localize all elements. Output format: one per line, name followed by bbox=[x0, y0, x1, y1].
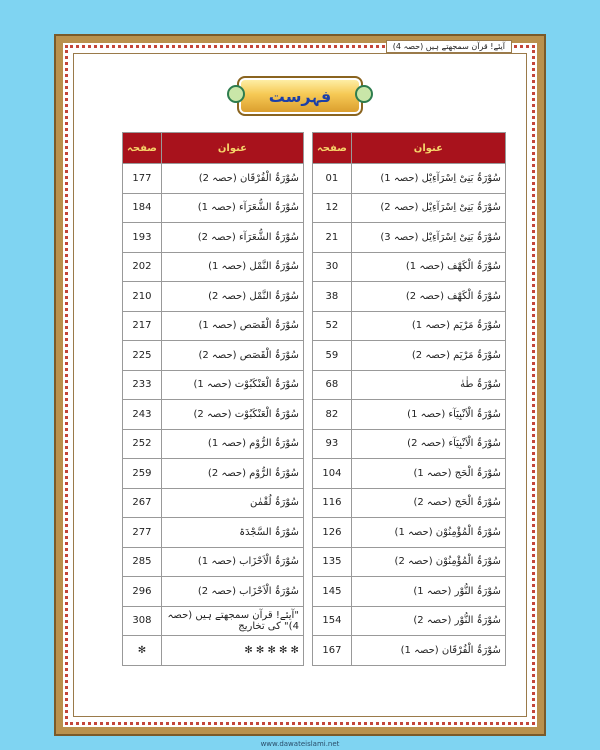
page-number: 259 bbox=[123, 459, 162, 489]
page-number: 308 bbox=[123, 606, 162, 636]
chapter-title: سُوْرَۃُ الْاَحْزَاب (حصہ 1) bbox=[161, 547, 303, 577]
chapter-title: سُوْرَۃُ الْکَھْف (حصہ 1) bbox=[351, 252, 505, 282]
chapter-title: سُوْرَۃُ مَرْیَم (حصہ 1) bbox=[351, 311, 505, 341]
ornament-icon bbox=[355, 85, 373, 103]
page-number: 225 bbox=[123, 341, 162, 371]
chapter-title: سُوْرَۃُ الْعَنْکَبُوْت (حصہ 1) bbox=[161, 370, 303, 400]
page-number: 285 bbox=[123, 547, 162, 577]
table-row bbox=[312, 429, 505, 459]
chapter-title: سُوْرَۃُ الْاَنْبِیَآء (حصہ 1) bbox=[351, 400, 505, 430]
table-row bbox=[123, 400, 304, 430]
contents-table-left bbox=[122, 132, 304, 666]
page-number: 126 bbox=[312, 518, 351, 548]
table-row bbox=[123, 311, 304, 341]
page-number: 68 bbox=[312, 370, 351, 400]
chapter-title: سُوْرَۃُ مَرْیَم (حصہ 2) bbox=[351, 341, 505, 371]
title-plate bbox=[237, 76, 363, 116]
table-row bbox=[312, 252, 505, 282]
chapter-title: سُوْرَۃُ النَّمْل (حصہ 1) bbox=[161, 252, 303, 282]
table-row bbox=[123, 164, 304, 194]
chapter-title: سُوْرَۃُ النُّوْر (حصہ 1) bbox=[351, 577, 505, 607]
page-number: 01 bbox=[312, 164, 351, 194]
table-row bbox=[123, 370, 304, 400]
table-row bbox=[123, 252, 304, 282]
table-row bbox=[123, 488, 304, 518]
table-row bbox=[312, 223, 505, 253]
contents-grid bbox=[122, 132, 506, 666]
chapter-title: سُوْرَۃُ الْقَصَص (حصہ 2) bbox=[161, 341, 303, 371]
page-number: 267 bbox=[123, 488, 162, 518]
chapter-title: سُوْرَۃُ الْقَصَص (حصہ 1) bbox=[161, 311, 303, 341]
contents-table-right bbox=[312, 132, 506, 666]
chapter-title: "آیئے! قرآن سمجھتے ہیں (حصہ 4)" کی تخاریج bbox=[161, 606, 303, 636]
page-number: 82 bbox=[312, 400, 351, 430]
table-row bbox=[312, 341, 505, 371]
chapter-title: سُوْرَۃُ الْحَج (حصہ 1) bbox=[351, 459, 505, 489]
book-header-label: آیئے! قرآن سمجھتے ہیں (حصہ 4) bbox=[386, 40, 512, 53]
page-number: 116 bbox=[312, 488, 351, 518]
chapter-title: سُوْرَۃُ الشُّعَرَآء (حصہ 1) bbox=[161, 193, 303, 223]
table-row bbox=[312, 577, 505, 607]
chapter-title: سُوْرَۃُ الْفُرْقَان (حصہ 2) bbox=[161, 164, 303, 194]
chapter-title: سُوْرَۃُ الْحَج (حصہ 2) bbox=[351, 488, 505, 518]
page-number: 59 bbox=[312, 341, 351, 371]
chapter-title: سُوْرَۃُ الْعَنْکَبُوْت (حصہ 2) bbox=[161, 400, 303, 430]
chapter-title: سُوْرَۃُ النُّوْر (حصہ 2) bbox=[351, 606, 505, 636]
page-number: 104 bbox=[312, 459, 351, 489]
table-row bbox=[312, 164, 505, 194]
table-row bbox=[123, 282, 304, 312]
table-row bbox=[312, 400, 505, 430]
page-number: 243 bbox=[123, 400, 162, 430]
chapter-title: سُوْرَۃُ بَنِیْ اِسْرَآءِیْل (حصہ 1) bbox=[351, 164, 505, 194]
table-row bbox=[312, 459, 505, 489]
chapter-title: سُوْرَۃُ الْمُؤْمِنُوْن (حصہ 2) bbox=[351, 547, 505, 577]
chapter-title: سُوْرَۃُ الْفُرْقَان (حصہ 1) bbox=[351, 636, 505, 666]
page-number: 145 bbox=[312, 577, 351, 607]
chapter-title: سُوْرَۃُ بَنِیْ اِسْرَآءِیْل (حصہ 3) bbox=[351, 223, 505, 253]
chapter-title: سُوْرَۃُ الْمُؤْمِنُوْن (حصہ 1) bbox=[351, 518, 505, 548]
page-number: 135 bbox=[312, 547, 351, 577]
column-header-page: صفحہ bbox=[312, 133, 351, 164]
page-frame bbox=[56, 36, 544, 734]
column-header-title: عنوان bbox=[351, 133, 505, 164]
table-row bbox=[312, 193, 505, 223]
table-row bbox=[123, 193, 304, 223]
table-row bbox=[312, 488, 505, 518]
page-number: 30 bbox=[312, 252, 351, 282]
table-row bbox=[123, 341, 304, 371]
footer-url: www.dawateislami.net bbox=[260, 740, 340, 748]
table-row bbox=[123, 459, 304, 489]
chapter-title: سُوْرَۃُ طٰهٰ bbox=[351, 370, 505, 400]
table-row bbox=[312, 282, 505, 312]
table-row bbox=[123, 547, 304, 577]
chapter-title: سُوْرَۃُ النَّمْل (حصہ 2) bbox=[161, 282, 303, 312]
page-number: 217 bbox=[123, 311, 162, 341]
chapter-title: سُوْرَۃُ الرُّوْم (حصہ 2) bbox=[161, 459, 303, 489]
page-number: 296 bbox=[123, 577, 162, 607]
table-row bbox=[312, 518, 505, 548]
table-row bbox=[312, 606, 505, 636]
table-row bbox=[312, 547, 505, 577]
chapter-title: سُوْرَۃُ لُقْمٰن bbox=[161, 488, 303, 518]
chapter-title: سُوْرَۃُ الْاَنْبِیَآء (حصہ 2) bbox=[351, 429, 505, 459]
page-number: 21 bbox=[312, 223, 351, 253]
page-number: 202 bbox=[123, 252, 162, 282]
page-number: 193 bbox=[123, 223, 162, 253]
table-row bbox=[123, 636, 304, 666]
table-row bbox=[312, 311, 505, 341]
page-title: فہرست bbox=[268, 86, 332, 106]
table-row bbox=[312, 636, 505, 666]
column-header-page: صفحہ bbox=[123, 133, 162, 164]
table-row bbox=[123, 223, 304, 253]
chapter-title: سُوْرَۃُ السَّجْدَۃ bbox=[161, 518, 303, 548]
page-number: 252 bbox=[123, 429, 162, 459]
table-row bbox=[123, 518, 304, 548]
page-number: 177 bbox=[123, 164, 162, 194]
table-row bbox=[312, 370, 505, 400]
table-row bbox=[123, 606, 304, 636]
column-header-title: عنوان bbox=[161, 133, 303, 164]
page-number: 12 bbox=[312, 193, 351, 223]
table-row bbox=[123, 429, 304, 459]
table-row bbox=[123, 577, 304, 607]
page-inner bbox=[73, 42, 527, 717]
page-number: ✻ bbox=[123, 636, 162, 666]
page-number: 233 bbox=[123, 370, 162, 400]
ornament-icon bbox=[227, 85, 245, 103]
page-number: 167 bbox=[312, 636, 351, 666]
chapter-title: سُوْرَۃُ بَنِیْ اِسْرَآءِیْل (حصہ 2) bbox=[351, 193, 505, 223]
page-number: 154 bbox=[312, 606, 351, 636]
chapter-title: سُوْرَۃُ الْکَھْف (حصہ 2) bbox=[351, 282, 505, 312]
page-number: 210 bbox=[123, 282, 162, 312]
page-number: 93 bbox=[312, 429, 351, 459]
page-number: 52 bbox=[312, 311, 351, 341]
chapter-title: سُوْرَۃُ الشُّعَرَآء (حصہ 2) bbox=[161, 223, 303, 253]
chapter-title: سُوْرَۃُ الْاَحْزَاب (حصہ 2) bbox=[161, 577, 303, 607]
chapter-title: سُوْرَۃُ الرُّوْم (حصہ 1) bbox=[161, 429, 303, 459]
page-number: 277 bbox=[123, 518, 162, 548]
page-number: 38 bbox=[312, 282, 351, 312]
page-number: 184 bbox=[123, 193, 162, 223]
chapter-title: ✻ ✻ ✻ ✻ ✻ bbox=[161, 636, 303, 666]
